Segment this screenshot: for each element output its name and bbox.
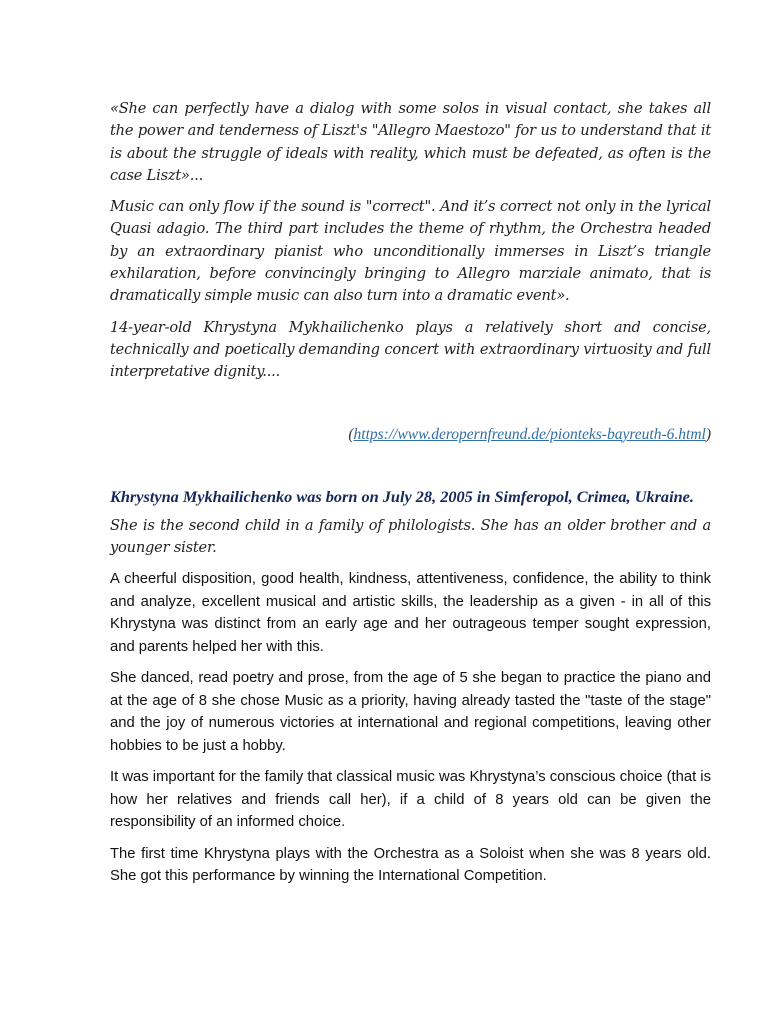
- review-quote-1: «She can perfectly have a dialog with some solos in visual contact, she takes all the power and tenderness of Liszt's "Allegro Maestozo" for us to understand that it is about the struggle of ideals with reality, which must be defeated, as often is the case Liszt»...: [110, 100, 711, 184]
- family-intro: She is the second child in a family of philologists. She has an older brother and a younger sister.: [110, 516, 711, 556]
- paren-close: ): [705, 425, 711, 443]
- review-quote-2: Music can only flow if the sound is "correct". And it’s correct not only in the lyrical Quasi adagio. The third part includes the theme of rhythm, the Orchestra headed by an extraordinary pianist who unconditionally immerses in Liszt’s triangle exhilaration, before convincingly bringing to Allegro marziale animato, that is dramatically simple music can also turn into a dramatic event».: [110, 198, 711, 305]
- document-page: [110, 98, 711, 897]
- source-citation: [110, 426, 711, 444]
- paragraph-conscious-choice: It was important for the family that classical music was Khrystyna’s conscious choice (that is how her relatives and friends call her), if a child of 8 years old can be given the responsibility of an informed choice.: [110, 769, 711, 831]
- source-link[interactable]: https://www.deropernfreund.de/pionteks-bayreuth-6.html: [353, 425, 706, 443]
- biography-heading: Khrystyna Mykhailichenko was born on July 28, 2005 in Simferopol, Crimea, Ukraine.: [110, 486, 694, 506]
- review-quote-3: 14-year-old Khrystyna Mykhailichenko plays a relatively short and concise, technically and poetically demanding concert with extraordinary virtuosity and full interpretative dignity....: [110, 318, 711, 381]
- paren-open: (: [348, 425, 354, 443]
- paragraph-music-start: She danced, read poetry and prose, from the age of 5 she began to practice the piano and at the age of 8 she chose Music as a priority, having already tasted the "taste of the stage" and the joy of numerous victories at international and regional competitions, leaving other hobbies to be just a hobby.: [110, 670, 711, 754]
- paragraph-first-orchestra: The first time Khrystyna plays with the Orchestra as a Soloist when she was 8 years old. She got this performance by winning the International Competition.: [110, 845, 711, 885]
- paragraph-disposition: A cheerful disposition, good health, kindness, attentiveness, confidence, the ability to think and analyze, excellent musical and artistic skills, the leadership as a given - in all of this Khrystyna was distinct from an early age and her outrageous temper sought expression, and parents helped her with this.: [110, 571, 711, 655]
